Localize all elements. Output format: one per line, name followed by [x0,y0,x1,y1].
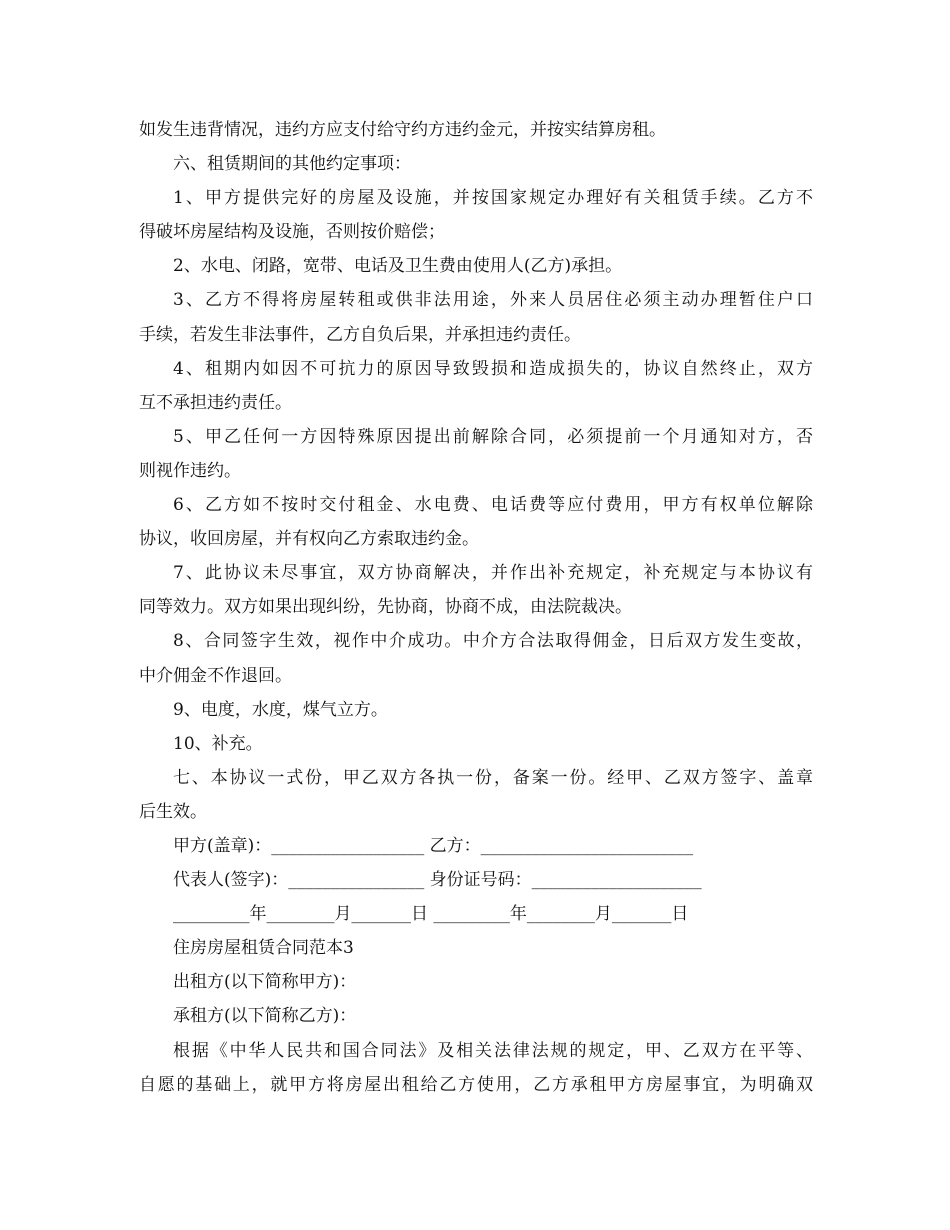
line-text: 后生效。 [139,801,207,822]
line-text: 如发生违背情况，违约方应支付给守约方违约金元，并按实结算房租。 [139,120,666,140]
text-line [139,181,813,215]
signature-line [139,829,813,863]
signature-line [139,897,813,931]
line-text: 住房房屋租赁合同范本3 [173,938,354,959]
text-line [139,249,813,283]
line-text: 七、本协议一式份，甲乙双方各执一份，备案一份。经甲、乙双方签字、盖章 [173,767,813,788]
text-line [139,1034,813,1068]
text-line [139,454,813,488]
line-text: 根据《中华人民共和国合同法》及相关法律法规的规定，甲、乙双方在平等、 [173,1040,813,1061]
line-text: 中介佣金不作退回。 [139,665,292,686]
text-line [139,147,813,181]
text-line [139,624,813,658]
text-line [139,488,813,522]
text-line [139,318,813,352]
text-line [139,1068,813,1102]
text-line [139,113,813,147]
text-line [139,761,813,795]
text-line [139,215,813,249]
line-text: 4、租期内如因不可抗力的原因导致毁损和造成损失的，协议自然终止，双方 [173,358,813,379]
text-line [139,931,813,965]
line-text: 互不承担违约责任。 [139,392,292,413]
line-text: 8、合同签字生效，视作中介成功。中介方合法取得佣金，日后双方发生变故， [173,631,813,652]
text-line [139,556,813,590]
line-text: 7、此协议未尽事宜，双方协商解决，并作出补充规定，补充规定与本协议有 [173,563,813,584]
line-text: 六、租赁期间的其他约定事项： [173,154,411,175]
text-line [139,420,813,454]
text-line [139,659,813,693]
text-line [139,965,813,999]
text-line [139,590,813,624]
text-line [139,999,813,1033]
line-text: 同等效力。双方如果出现纠纷，先协商，协商不成，由法院裁决。 [139,597,632,618]
line-text: _________年________月_______日 _________年________月_______日 [173,904,689,925]
line-text: 1、甲方提供完好的房屋及设施，并按国家规定办理好有关租赁手续。乙方不 [173,188,813,209]
text-line [139,727,813,761]
line-text: 6、乙方如不按时交付租金、水电费、电话费等应付费用，甲方有权单位解除 [173,495,813,516]
line-text: 10、补充。 [173,733,263,754]
document-body [139,113,813,1102]
text-line [139,795,813,829]
line-text: 5、甲乙任何一方因特殊原因提出前解除合同，必须提前一个月通知对方，否 [173,426,813,447]
text-line [139,522,813,556]
line-text: 甲方(盖章)：__________________ 乙方：_________________________ [173,835,694,856]
line-text: 出租方(以下简称甲方)： [173,972,357,993]
line-text: 协议，收回房屋，并有权向乙方索取违约金。 [139,529,479,550]
text-line [139,693,813,727]
line-text: 则视作违约。 [139,460,241,481]
line-text: 3、乙方不得将房屋转租或供非法用途，外来人员居住必须主动办理暂住户口 [173,290,813,311]
line-text: 9、电度，水度，煤气立方。 [173,699,388,720]
text-line [139,283,813,317]
line-text: 2、水电、闭路，宽带、电话及卫生费由使用人(乙方)承担。 [173,256,623,277]
line-text: 承租方(以下简称乙方)： [173,1006,357,1027]
text-line [139,352,813,386]
text-line [139,386,813,420]
signature-line [139,863,813,897]
line-text: 自愿的基础上，就甲方将房屋出租给乙方使用，乙方承租甲方房屋事宜，为明确双 [139,1074,813,1095]
line-text: 手续，若发生非法事件，乙方自负后果，并承担违约责任。 [139,324,581,345]
line-text: 代表人(签字)：________________ 身份证号码：____________________ [173,870,702,891]
line-text: 得破坏房屋结构及设施，否则按价赔偿； [139,222,445,243]
